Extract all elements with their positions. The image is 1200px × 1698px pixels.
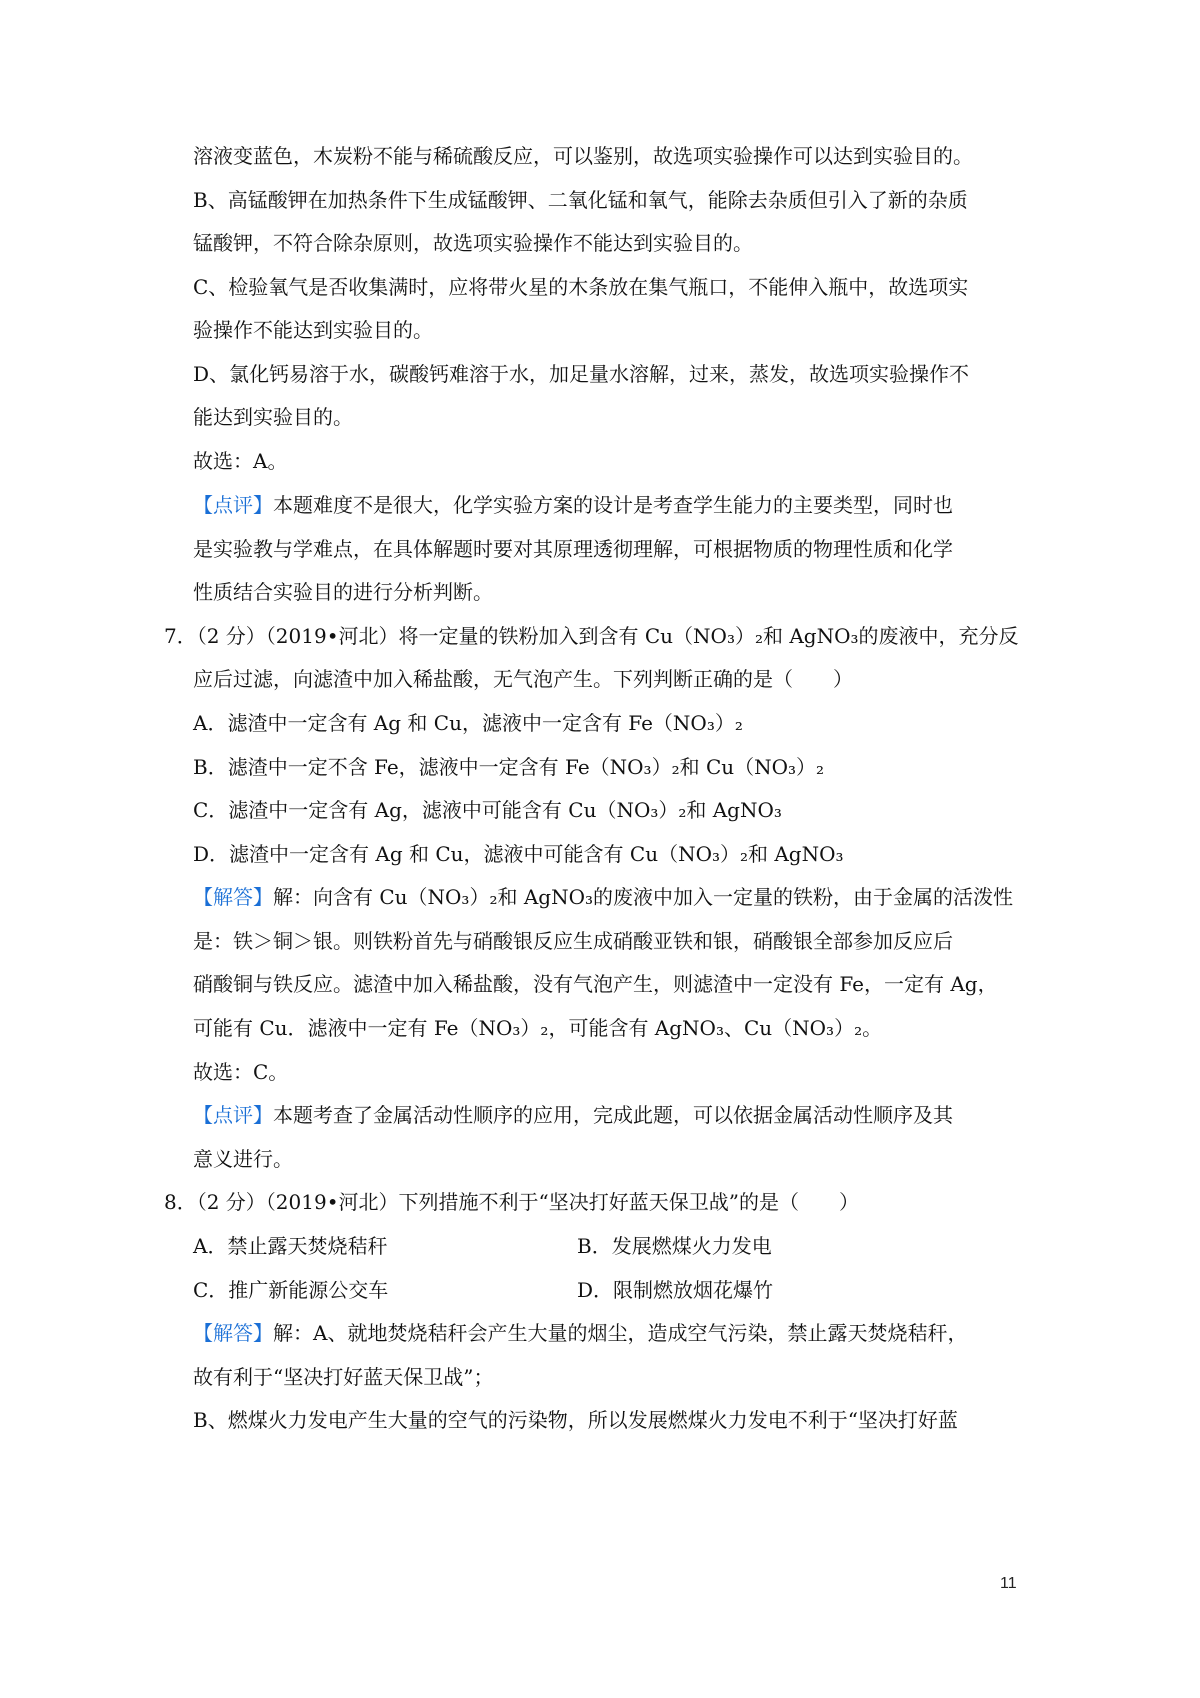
q6-explanation-c-line2: 验操作不能达到实验目的。 [193,318,433,342]
q7-option-a: A．滤渣中一定含有 Ag 和 Cu，滤液中一定含有 Fe（NO₃）₂ [193,711,743,735]
q7-answer: 故选：C。 [193,1060,289,1084]
q7-stem-line1: 7．（2 分）（2019•河北）将一定量的铁粉加入到含有 Cu（NO₃）₂和 AgNO₃的废液中，充分反 [164,624,1019,648]
q7-comment-line1 [193,1101,953,1129]
q6-explanation-d-line1: D、氯化钙易溶于水，碳酸钙难溶于水，加足量水溶解，过来，蒸发，故选项实验操作不 [193,362,970,386]
q6-explanation-intro: 溶液变蓝色，木炭粉不能与稀硫酸反应，可以鉴别，故选项实验操作可以达到实验目的。 [193,144,973,168]
q6-comment-text: 本题难度不是很大，化学实验方案的设计是考查学生能力的主要类型，同时也 [273,493,953,517]
q7-solution-line1 [193,883,1013,911]
q7-solution-text: 解：向含有 Cu（NO₃）₂和 AgNO₃的废液中加入一定量的铁粉，由于金属的活泼性 [273,885,1013,909]
q8-solution-line2: 故有利于“坚决打好蓝天保卫战”； [193,1365,494,1389]
q6-answer: 故选：A。 [193,449,288,473]
q6-explanation-c-line1: C、检验氧气是否收集满时，应将带火星的木条放在集气瓶口，不能伸入瓶中，故选项实 [193,275,969,299]
q7-solution-line2: 是：铁＞铜＞银。则铁粉首先与硝酸银反应生成硝酸亚铁和银，硝酸银全部参加反应后 [193,929,953,953]
q8-option-c: C．推广新能源公交车 [193,1278,389,1302]
q6-explanation-d-line2: 能达到实验目的。 [193,405,353,429]
q7-solution-line3: 硝酸铜与铁反应。滤渣中加入稀盐酸，没有气泡产生，则滤渣中一定没有 Fe，一定有 Ag， [193,972,998,996]
q7-option-b: B．滤渣中一定不含 Fe，滤液中一定含有 Fe（NO₃）₂和 Cu（NO₃）₂ [193,755,825,779]
q6-comment-line2: 是实验教与学难点，在具体解题时要对其原理透彻理解，可根据物质的物理性质和化学 [193,537,953,561]
q8-solution-line3: B、燃煤火力发电产生大量的空气的污染物，所以发展燃煤火力发电不利于“坚决打好蓝 [193,1408,958,1432]
comment-tag: 【点评】 [193,1103,273,1127]
q6-explanation-b-line2: 锰酸钾，不符合除杂原则，故选项实验操作不能达到实验目的。 [193,231,753,255]
q8-stem: 8．（2 分）（2019•河北）下列措施不利于“坚决打好蓝天保卫战”的是（ ） [164,1190,859,1214]
solution-tag: 【解答】 [193,1321,273,1345]
q7-stem-line2: 应后过滤，向滤渣中加入稀盐酸，无气泡产生。下列判断正确的是（ ） [193,667,853,691]
q8-option-d: D．限制燃放烟花爆竹 [577,1278,774,1302]
q7-option-c: C．滤渣中一定含有 Ag，滤液中可能含有 Cu（NO₃）₂和 AgNO₃ [193,798,782,822]
q6-explanation-b-line1: B、高锰酸钾在加热条件下生成锰酸钾、二氧化锰和氧气，能除去杂质但引入了新的杂质 [193,188,968,212]
q7-solution-line4: 可能有 Cu．滤液中一定有 Fe（NO₃）₂，可能含有 AgNO₃、Cu（NO₃）₂。 [193,1016,883,1040]
q6-comment-line3: 性质结合实验目的进行分析判断。 [193,580,493,604]
solution-tag: 【解答】 [193,885,273,909]
q7-option-d: D．滤渣中一定含有 Ag 和 Cu，滤液中可能含有 Cu（NO₃）₂和 AgNO₃ [193,842,844,866]
q7-comment-line2: 意义进行。 [193,1147,293,1171]
q7-comment-text: 本题考查了金属活动性顺序的应用，完成此题，可以依据金属活动性顺序及其 [273,1103,953,1127]
q8-option-b: B．发展燃煤火力发电 [577,1234,772,1258]
comment-tag: 【点评】 [193,493,273,517]
page-number: 11 [1000,1575,1017,1592]
q6-comment-line1 [193,491,953,519]
q8-option-a: A．禁止露天焚烧秸秆 [193,1234,388,1258]
q8-solution-line1 [193,1319,967,1347]
q8-solution-text: 解：A、就地焚烧秸秆会产生大量的烟尘，造成空气污染，禁止露天焚烧秸秆， [273,1321,968,1345]
